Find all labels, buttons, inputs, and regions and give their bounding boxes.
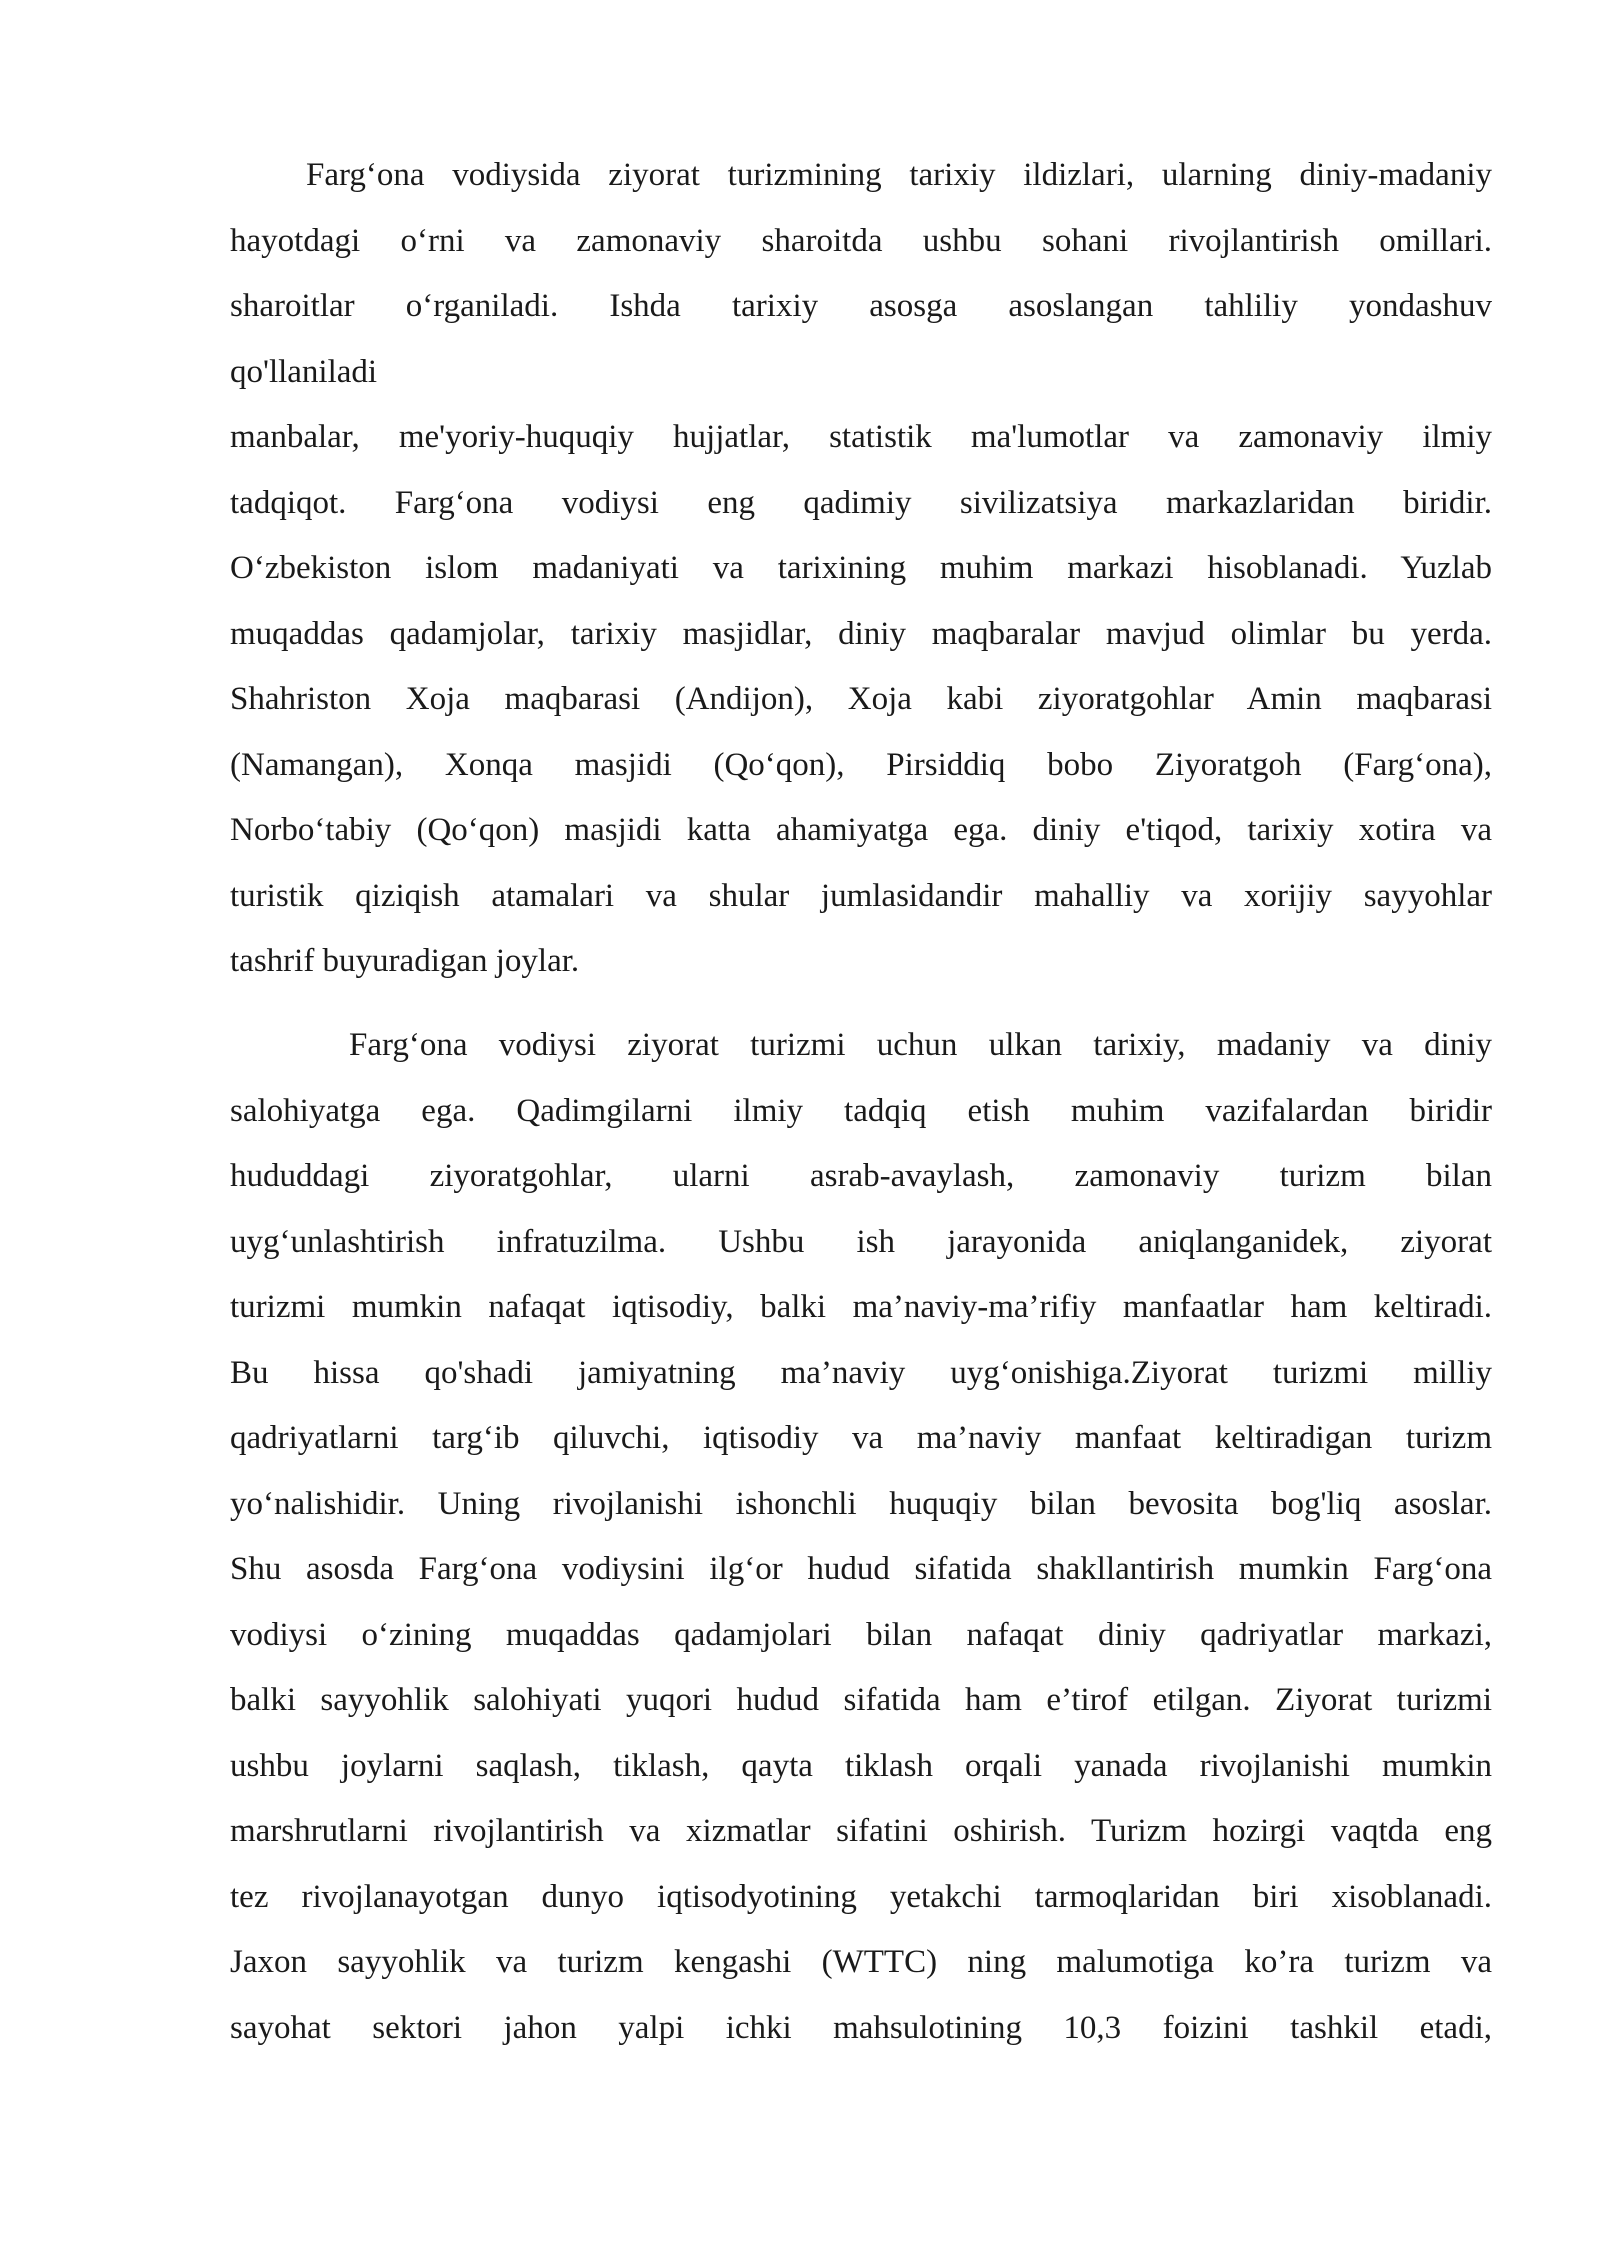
paragraph-line: tashrif buyuradigan joylar. [230,943,580,979]
paragraph-line: hayotdagi o‘rni va zamonaviy sharoitda ushbu sohani rivojlantirish omillari. [230,222,1492,259]
paragraph-line: tadqiqot. Farg‘ona vodiysi eng qadimiy sivilizatsiya markazlaridan biridir. [230,484,1492,521]
paragraph-line: Shahriston Xoja maqbarasi (Andijon), Xoja kabi ziyoratgohlar Amin maqbarasi [230,681,1492,717]
paragraph-line: qo'llaniladi [230,353,378,390]
paragraph-line: Farg‘ona vodiysi ziyorat turizmi uchun ulkan tarixiy, madaniy va diniy [349,1027,1492,1063]
paragraph-line: hududdagi ziyoratgohlar, ularni asrab-avaylash, zamonaviy turizm bilan [230,1158,1492,1194]
paragraph-line: balki sayyohlik salohiyati yuqori hudud sifatida ham e’tirof etilgan. Ziyorat turizmi [230,1682,1492,1718]
paragraph-line: sharoitlar o‘rganiladi. Ishda tarixiy asosga asoslangan tahliliy yondashuv [230,288,1492,324]
paragraph-line: salohiyatga ega. Qadimgilarni ilmiy tadqiq etish muhim vazifalardan biridir [230,1092,1492,1129]
paragraph-line: vodiysi o‘zining muqaddas qadamjolari bilan nafaqat diniy qadriyatlar markazi, [230,1616,1492,1653]
paragraph-line: Norbo‘tabiy (Qo‘qon) masjidi katta ahamiyatga ega. diniy e'tiqod, tarixiy xotira va [230,812,1492,848]
paragraph-line: uyg‘unlashtirish infratuzilma. Ushbu ish jarayonida aniqlanganidek, ziyorat [230,1223,1492,1260]
paragraph-line: manbalar, me'yoriy-huquqiy hujjatlar, statistik ma'lumotlar va zamonaviy ilmiy [230,419,1492,455]
paragraph-line: turizmi mumkin nafaqat iqtisodiy, balki ma’naviy-ma’rifiy manfaatlar ham keltiradi. [230,1289,1492,1325]
paragraph-1 [230,143,1492,995]
paragraph-line: muqaddas qadamjolar, tarixiy masjidlar, diniy maqbaralar mavjud olimlar bu yerda. [230,615,1492,652]
paragraph-line: tez rivojlanayotgan dunyo iqtisodyotining yetakchi tarmoqlaridan biri xisoblanadi. [230,1878,1492,1915]
paragraph-line: yo‘nalishidir. Uning rivojlanishi ishonchli huquqiy bilan bevosita bog'liq asoslar. [230,1485,1492,1522]
paragraph-line: turistik qiziqish atamalari va shular jumlasidandir mahalliy va xorijiy sayyohlar [230,877,1492,914]
paragraph-2 [230,1013,1492,2061]
paragraph-line: (Namangan), Xonqa masjidi (Qo‘qon), Pirsiddiq bobo Ziyoratgoh (Farg‘ona), [230,746,1492,783]
paragraph-line: Jaxon sayyohlik va turizm kengashi (WTTC) ning malumotiga ko’ra turizm va [230,1944,1492,1980]
paragraph-line: marshrutlarni rivojlantirish va xizmatlar sifatini oshirish. Turizm hozirgi vaqtda eng [230,1813,1492,1849]
paragraph-line: ushbu joylarni saqlash, tiklash, qayta tiklash orqali yanada rivojlanishi mumkin [230,1747,1492,1784]
paragraph-line: Bu hissa qo'shadi jamiyatning ma’naviy uyg‘onishiga.Ziyorat turizmi milliy [230,1354,1492,1391]
paragraph-line: sayohat sektori jahon yalpi ichki mahsulotining 10,3 foizini tashkil etadi, [230,2009,1492,2046]
paragraph-line: Farg‘ona vodiysida ziyorat turizmining tarixiy ildizlari, ularning diniy-madaniy [306,157,1492,193]
paragraph-line: O‘zbekiston islom madaniyati va tarixining muhim markazi hisoblanadi. Yuzlab [230,550,1492,586]
paragraph-line: qadriyatlarni targ‘ib qiluvchi, iqtisodiy va ma’naviy manfaat keltiradigan turizm [230,1420,1492,1456]
paragraph-line: Shu asosda Farg‘ona vodiysini ilg‘or hudud sifatida shakllantirish mumkin Farg‘ona [230,1551,1492,1587]
